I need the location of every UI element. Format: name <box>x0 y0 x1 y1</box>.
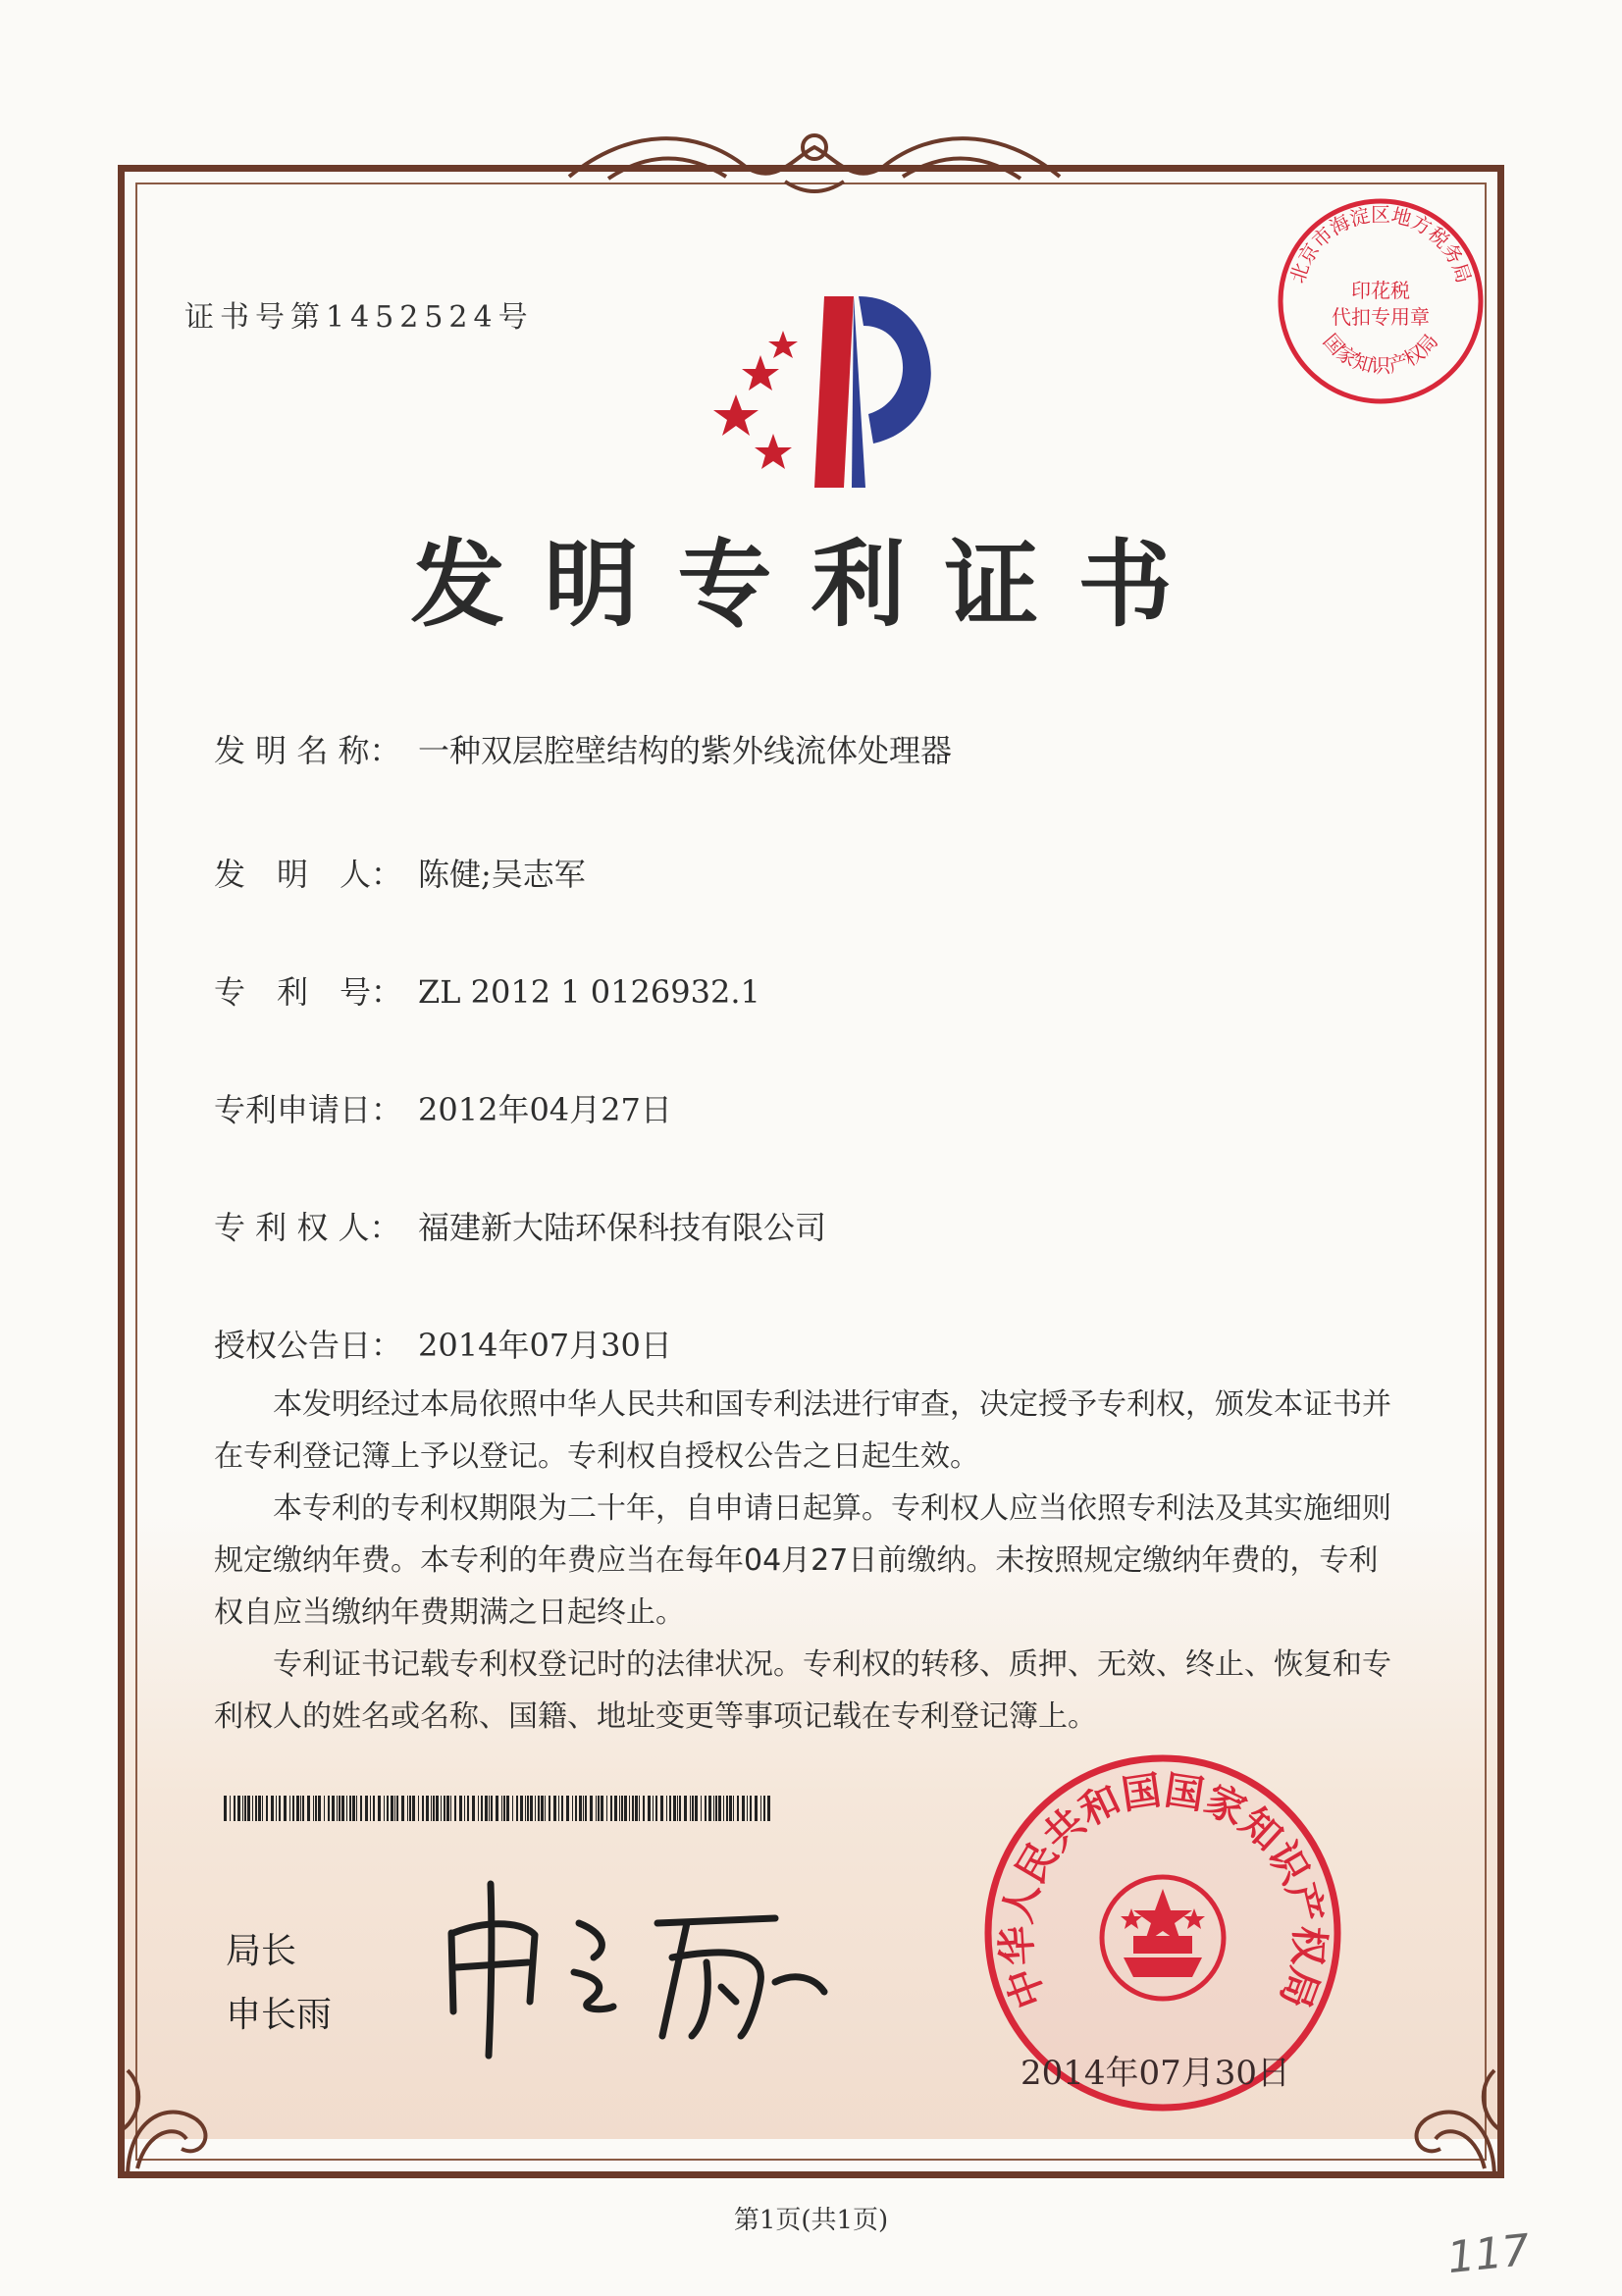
tax-seal-ring-text: 北京市海淀区地方税务局 <box>1284 202 1477 287</box>
tax-seal-icon <box>1274 194 1488 408</box>
page-number: 第1页(共1页) <box>733 2206 889 2235</box>
director-title: 局长 <box>226 1931 297 1971</box>
seal-ring-text: 中华人民共和国国家知识产权局 <box>994 1767 1332 2014</box>
body-paragraph-3: 专利证书记载专利权登记时的法律状况。专利权的转移、质押、无效、终止、恢复和专利权人的姓名或名称、国籍、地址变更等事项记载在专利登记簿上。 <box>214 1647 1391 1734</box>
body-paragraph-2: 本专利的专利权期限为二十年，自申请日起算。专利权人应当依照专利法及其实施细则规定缴纳年费。本专利的年费应当在每年04月27日前缴纳。未按照规定缴纳年费的，专利权自应当缴纳年费期满之日起终止。 <box>214 1491 1391 1630</box>
tax-seal-bottom-text: 国家知识产权局 <box>1318 329 1443 378</box>
field-value: 福建新大陆环保科技有限公司 <box>418 1209 827 1246</box>
field-patent-number <box>214 967 760 1013</box>
field-application-date <box>214 1085 672 1130</box>
field-patentee <box>214 1203 826 1248</box>
top-ornament-icon <box>549 118 1079 206</box>
field-value: 2014年07月30日 <box>418 1327 672 1364</box>
field-value: 一种双层腔壁结构的紫外线流体处理器 <box>418 732 953 769</box>
corner-ornament-bottom-right-icon <box>1396 2011 1514 2188</box>
director-signature-icon <box>432 1864 854 2061</box>
certificate-body <box>214 1379 1406 1743</box>
director-name: 申长雨 <box>226 1995 333 2035</box>
tax-seal-center-line1: 印花税 <box>1351 279 1410 302</box>
body-paragraph-1: 本发明经过本局依照中华人民共和国专利法进行审查，决定授予专利权，颁发本证书并在专利登记簿上予以登记。专利权自授权公告之日起生效。 <box>214 1387 1391 1474</box>
field-value: 2012年04月27日 <box>418 1091 672 1128</box>
sipo-logo-icon <box>706 277 971 502</box>
field-value: ZL 2012 1 0126932.1 <box>418 973 760 1011</box>
field-label: 发 明 人： <box>214 856 403 893</box>
field-value: 陈健;吴志军 <box>418 856 586 893</box>
field-label: 专 利 权 人： <box>214 1209 401 1246</box>
svg-text:国家知识产权局 <box>1319 329 1443 377</box>
field-grant-date <box>214 1321 672 1366</box>
certificate-number: 证书号第1452524号 <box>184 300 534 335</box>
corner-ornament-bottom-left-icon <box>108 2011 226 2188</box>
tax-seal-center-line2: 代扣专用章 <box>1332 305 1430 329</box>
field-invention-name <box>214 726 952 771</box>
certificate-title: 发明专利证书 <box>410 530 1212 640</box>
field-label: 专 利 号： <box>214 973 403 1011</box>
field-label: 专利申请日： <box>214 1091 403 1128</box>
field-label: 授权公告日： <box>214 1327 403 1364</box>
barcode-icon <box>224 1796 773 1821</box>
handwritten-note: 117 <box>1444 2224 1533 2284</box>
field-label: 发 明 名 称： <box>214 732 401 769</box>
seal-date: 2014年07月30日 <box>1020 2054 1291 2093</box>
field-inventors <box>214 850 586 895</box>
svg-text:北京市海淀区地方税务局 <box>1285 202 1476 286</box>
